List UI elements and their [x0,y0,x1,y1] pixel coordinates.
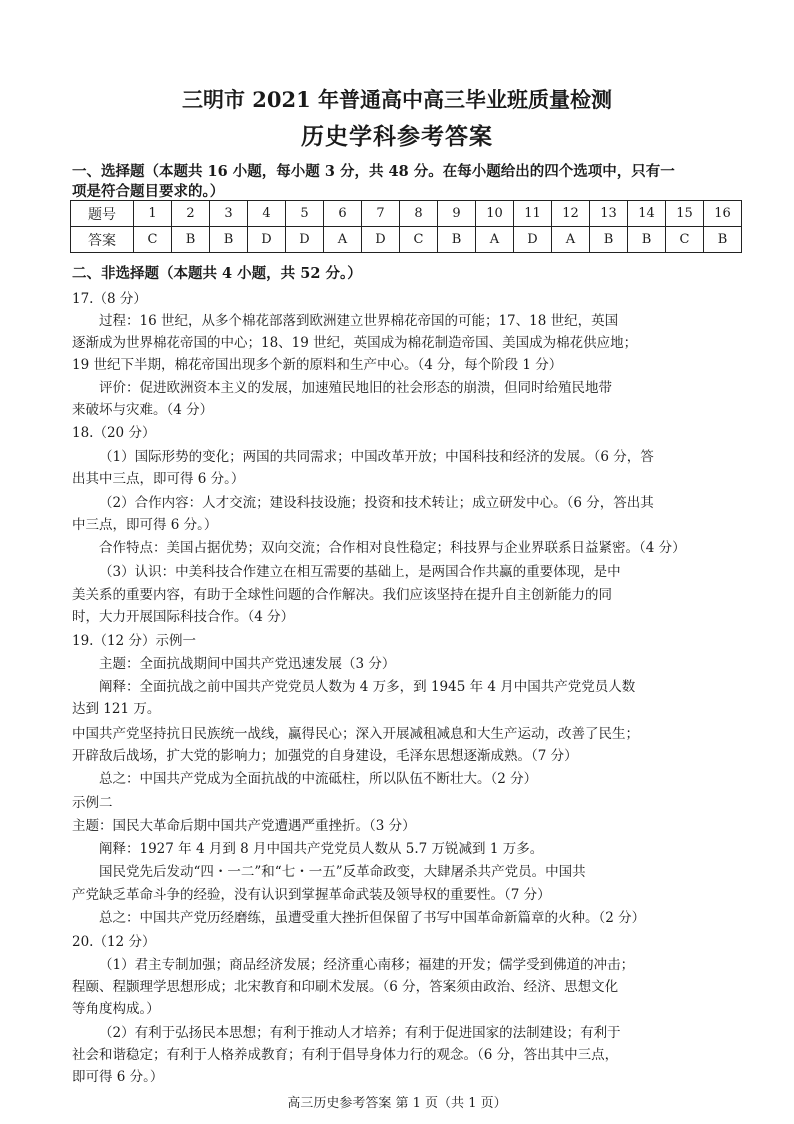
answer-cell: A [476,227,514,253]
question-number: 5 [286,201,324,227]
answer-line: 中国共产党坚持抗日民族统一战线，赢得民心；深入开展减租减息和大生产运动，改善了民生； [72,726,639,742]
question-number: 6 [324,201,362,227]
answer-line: 程颐、程颢理学思想形成；北宋教育和印刷术发展。（6 分，答案须由政治、经济、思想文化 [72,979,619,995]
question-number: 9 [438,201,476,227]
answer-key-title: 历史学科参考答案 [301,123,493,150]
answer-cell: B [704,227,742,253]
answer-row [71,227,742,253]
section2-heading: 二、非选择题（本题共 4 小题，共 52 分。） [72,265,362,282]
q20-heading: 20.（12 分） [72,934,156,950]
answer-line: （3）认识：中美科技合作建立在相互需要的基础上，是两国合作共赢的重要体现，是中 [99,564,621,580]
answer-line: （2）有利于弘扬民本思想；有利于推动人才培养；有利于促进国家的法制建设；有利于 [99,1025,621,1041]
answer-line: 阐释：全面抗战之前中国共产党党员人数为 4 万多，到 1945 年 4 月中国共产党党员人数 [99,679,636,695]
answer-cell: A [552,227,590,253]
question-number: 12 [552,201,590,227]
answer-line: 合作特点：美国占据优势；双向交流；合作相对良性稳定；科技界与企业界联系日益紧密。（4 分） [99,540,686,556]
exam-title: 三明市 2021 年普通高中高三毕业班质量检测 [181,87,613,112]
answer-line: 社会和谐稳定；有利于人格养成教育；有利于倡导身体力行的观念。（6 分，答出其中三点， [72,1047,619,1063]
answer-cell: C [666,227,704,253]
question-number: 8 [400,201,438,227]
answer-line: 开辟敌后战场，扩大党的影响力；加强党的自身建设，毛泽东思想逐渐成熟。（7 分） [72,748,578,764]
answer-cell: D [514,227,552,253]
answer-cell: B [590,227,628,253]
question-number: 15 [666,201,704,227]
answer-line: 即可得 6 分。） [72,1069,164,1085]
question-number: 10 [476,201,514,227]
answer-line: 主题：国民大革命后期中国共产党遭遇严重挫折。（3 分） [72,818,416,834]
answer-line: （1）国际形势的变化；两国的共同需求；中国改革开放；中国科技和经济的发展。（6 分，答 [99,449,654,465]
answer-cell: D [286,227,324,253]
answer-cell: C [400,227,438,253]
q18-heading: 18.（20 分） [72,425,156,441]
question-number: 14 [628,201,666,227]
question-number-row [71,201,742,227]
answer-line: 评价：促进欧洲资本主义的发展，加速殖民地旧的社会形态的崩溃，但同时给殖民地带 [99,380,612,396]
question-number: 13 [590,201,628,227]
answer-line: 出其中三点，即可得 6 分。） [72,471,245,487]
answer-line: （2）合作内容：人才交流；建设科技设施；投资和技术转让；成立研发中心。（6 分，答出其 [99,495,654,511]
question-number: 2 [172,201,210,227]
answer-cell: D [248,227,286,253]
answer-cell: D [362,227,400,253]
answer-line: 产党缺乏革命斗争的经验，没有认识到掌握革命武装及领导权的重要性。（7 分） [72,887,551,903]
section1-heading-line1: 一、选择题（本题共 16 小题，每小题 3 分，共 48 分。在每小题给出的四个选项中，只有一 [72,163,675,180]
answer-line: 等角度构成。） [72,1001,160,1017]
answer-cell: B [438,227,476,253]
answer-line: 总之：中国共产党历经磨练，虽遭受重大挫折但保留了书写中国革命新篇章的火种。（2 分） [99,910,646,926]
answer-cell: B [628,227,666,253]
answer-line: 达到 121 万。 [72,701,161,717]
answer-line: 逐渐成为世界棉花帝国的中心；18、19 世纪，英国成为棉花制造帝国、美国成为棉花供应地； [72,335,638,351]
answer-line: 来破坏与灾难。（4 分） [72,402,214,418]
answer-line: 时，大力开展国际科技合作。（4 分） [72,609,295,625]
answer-line: 中三点，即可得 6 分。） [72,517,218,533]
question-number: 7 [362,201,400,227]
answer-line: 美关系的重要内容，有助于全球性问题的合作解决。我们应该坚持在提升自主创新能力的同 [72,587,612,603]
answer-cell: B [172,227,210,253]
answer-line: 示例二 [72,795,113,811]
question-number: 3 [210,201,248,227]
answer-header: 答案 [71,227,134,253]
section1-heading-line2: 项是符合题目要求的。） [72,183,225,200]
answer-line: 总之：中国共产党成为全面抗战的中流砥柱，所以队伍不断壮大。（2 分） [99,771,538,787]
answer-line: 主题：全面抗战期间中国共产党迅速发展（3 分） [99,656,396,672]
q19-heading: 19.（12 分）示例一 [72,633,196,649]
answer-cell: C [134,227,172,253]
question-number: 16 [704,201,742,227]
q17-heading: 17.（8 分） [72,291,147,307]
multiple-choice-answer-table [70,200,742,253]
question-number: 1 [134,201,172,227]
question-number: 4 [248,201,286,227]
page-footer: 高三历史参考答案 第 1 页（共 1 页） [287,1096,507,1111]
answer-line: 国民党先后发动“四・一二”和“七・一五”反革命政变，大肆屠杀共产党员。中国共 [99,864,586,880]
answer-line: 19 世纪下半期，棉花帝国出现多个新的原料和生产中心。（4 分，每个阶段 1 分） [72,357,563,373]
answer-line: （1）君主专制加强；商品经济发展；经济重心南移；福建的开发；儒学受到佛道的冲击； [99,957,635,973]
question-number-header: 题号 [71,201,134,227]
answer-cell: B [210,227,248,253]
question-number: 11 [514,201,552,227]
answer-line: 阐释：1927 年 4 月到 8 月中国共产党党员人数从 5.7 万锐减到 1 万多。 [99,841,544,857]
answer-cell: A [324,227,362,253]
answer-line: 过程：16 世纪，从多个棉花部落到欧洲建立世界棉花帝国的可能；17、18 世纪，英国 [99,313,619,329]
